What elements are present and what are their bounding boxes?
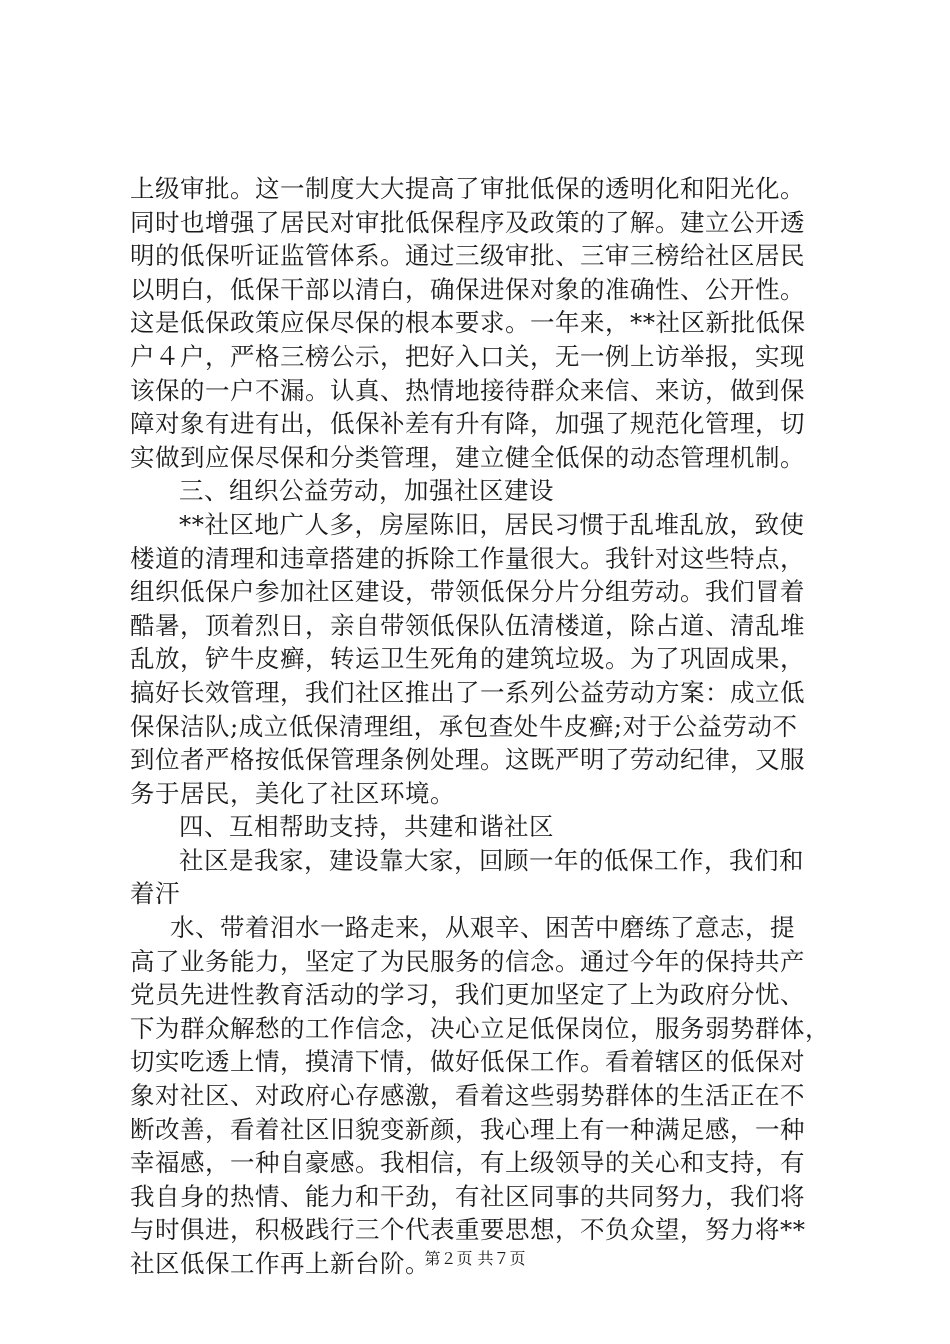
text-line: 乱放，铲牛皮癣，转运卫生死角的建筑垃圾。为了巩固成果，: [130, 644, 805, 674]
text-line: 障对象有进有出，低保补差有升有降，加强了规范化管理，切: [130, 409, 805, 439]
text-line: 断改善，看着社区旧貌变新颜，我心理上有一种满足感，一种: [130, 1114, 805, 1144]
text-line: 社区是我家，建设靠大家，回顾一年的低保工作，我们和: [179, 845, 804, 875]
text-line: 实做到应保尽保和分类管理，建立健全低保的动态管理机制。: [130, 442, 805, 472]
text-line: 搞好长效管理，我们社区推出了一系列公益劳动方案：成立低: [130, 677, 805, 707]
text-line: 以明白，低保干部以清白，确保进保对象的准确性、公开性。: [130, 274, 805, 304]
text-line: 与时俱进，积极践行三个代表重要思想，不负众望，努力将**: [130, 1215, 806, 1245]
text-line: 着汗: [130, 879, 180, 909]
text-line: 上级审批。这一制度大大提高了审批低保的透明化和阳光化。: [130, 174, 805, 203]
section-heading-3: 三、组织公益劳动，加强社区建设: [179, 476, 554, 506]
page-number-footer: 第２页 共７页: [424, 1249, 526, 1268]
text-line: 象对社区、对政府心存感激，看着这些弱势群体的生活正在不: [130, 1081, 805, 1111]
text-line: 幸福感，一种自豪感。我相信，有上级领导的关心和支持，有: [130, 1148, 805, 1178]
text-line: 这是低保政策应保尽保的根本要求。一年来，**社区新批低保: [130, 308, 806, 338]
text-line: 水、带着泪水一路走来，从艰辛、困苦中磨练了意志，提: [170, 913, 795, 943]
text-line: 户４户，严格三榜公示，把好入口关，无一例上访举报，实现: [130, 341, 805, 371]
text-line: 保保洁队;成立低保清理组，承包查处牛皮癣;对于公益劳动不: [130, 711, 798, 741]
text-line: 该保的一户不漏。认真、热情地接待群众来信、来访，做到保: [130, 375, 805, 405]
text-line: 党员先进性教育活动的学习，我们更加坚定了上为政府分忧、: [130, 980, 805, 1010]
text-line: 社区低保工作再上新台阶。: [130, 1249, 430, 1278]
text-line: 组织低保户参加社区建设，带领低保分片分组劳动。我们冒着: [130, 577, 805, 607]
section-heading-4: 四、互相帮助支持，共建和谐社区: [179, 812, 554, 842]
text-line: 我自身的热情、能力和干劲，有社区同事的共同努力，我们将: [130, 1181, 805, 1211]
text-line: **社区地广人多，房屋陈旧，居民习惯于乱堆乱放，致使: [179, 509, 805, 539]
document-body: [130, 172, 830, 1281]
text-line: 同时也增强了居民对审批低保程序及政策的了解。建立公开透: [130, 207, 805, 237]
text-line: 高了业务能力，坚定了为民服务的信念。通过今年的保持共产: [130, 946, 805, 976]
text-line: 酷暑，顶着烈日，亲自带领低保队伍清楼道，除占道、清乱堆: [130, 610, 805, 640]
text-line: 楼道的清理和违章搭建的拆除工作量很大。我针对这些特点，: [130, 543, 805, 573]
text-line: 切实吃透上情，摸清下情，做好低保工作。看着辖区的低保对: [130, 1047, 805, 1077]
text-line: 务于居民，美化了社区环境。: [130, 778, 455, 808]
text-line: 到位者严格按低保管理条例处理。这既严明了劳动纪律，又服: [130, 745, 805, 775]
text-line: 明的低保听证监管体系。通过三级审批、三审三榜给社区居民: [130, 241, 805, 271]
text-line: 下为群众解愁的工作信念，决心立足低保岗位，服务弱势群体，: [130, 1013, 830, 1043]
